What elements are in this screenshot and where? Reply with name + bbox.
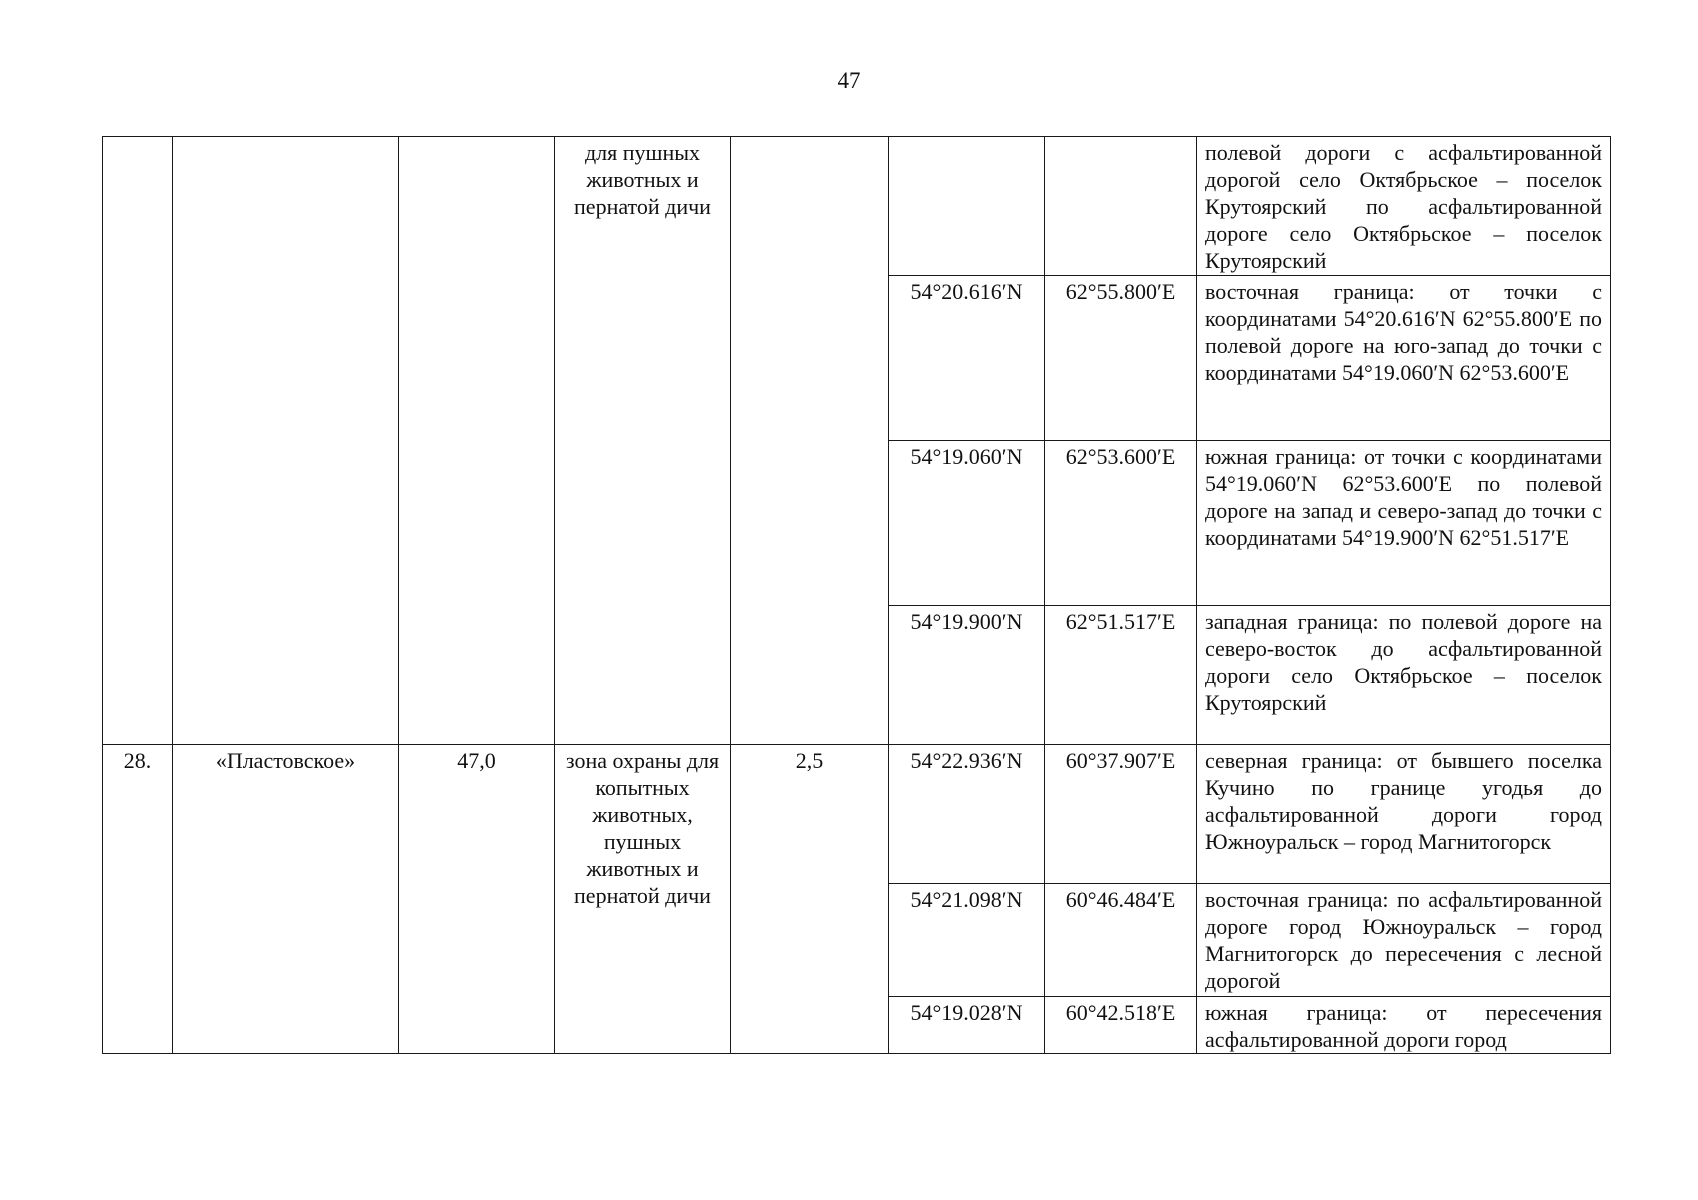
share-cell: 2,5 (731, 745, 889, 1054)
latitude-cell: 54°19.900′N (889, 606, 1045, 745)
longitude-cell: 60°37.907′E (1045, 745, 1197, 884)
longitude-cell: 62°55.800′E (1045, 276, 1197, 441)
boundary-description-cell: полевой дороги с асфальтированной дорогой село Октябрьское – поселок Крутоярский по асфальтированной дороге село Октябрьское – поселок Крутоярский (1197, 137, 1611, 276)
longitude-cell: 60°42.518′E (1045, 997, 1197, 1054)
longitude-cell: 62°51.517′E (1045, 606, 1197, 745)
number-cell (103, 137, 173, 745)
latitude-cell: 54°19.060′N (889, 441, 1045, 606)
boundary-description-cell: южная граница: от пересечения асфальтированной дороги город (1197, 997, 1611, 1054)
protection-zone-cell: зона охраны для копытных животных, пушных животных и пернатой дичи (555, 745, 731, 1054)
boundary-description-cell: восточная граница: по асфальтированной дороге город Южноуральск – город Магнитогорск до пересечения с лесной дорогой (1197, 884, 1611, 997)
latitude-cell: 54°22.936′N (889, 745, 1045, 884)
longitude-cell: 60°46.484′E (1045, 884, 1197, 997)
share-cell (731, 137, 889, 745)
boundary-description-cell: южная граница: от точки с координатами 54°19.060′N 62°53.600′E по полевой дороге на запад и северо-запад до точки с координатами 54°19.900′N 62°51.517′E (1197, 441, 1611, 606)
name-cell: «Пластовское» (173, 745, 399, 1054)
area-cell (399, 137, 555, 745)
name-cell (173, 137, 399, 745)
latitude-cell: 54°21.098′N (889, 884, 1045, 997)
boundary-description-cell: северная граница: от бывшего поселка Кучино по границе угодья до асфальтированной дороги город Южноуральск – город Магнитогорск (1197, 745, 1611, 884)
boundary-description-cell: западная граница: по полевой дороге на северо-восток до асфальтированной дороги село Октябрьское – поселок Крутоярский (1197, 606, 1611, 745)
latitude-cell (889, 137, 1045, 276)
table-row (103, 745, 1611, 884)
boundary-description-cell: восточная граница: от точки с координатами 54°20.616′N 62°55.800′E по полевой дороге на юго-запад до точки с координатами 54°19.060′N 62°53.600′E (1197, 276, 1611, 441)
longitude-cell (1045, 137, 1197, 276)
protection-zone-cell: для пушных животных и пернатой дичи (555, 137, 731, 745)
hunting-grounds-table (102, 136, 1611, 1054)
latitude-cell: 54°20.616′N (889, 276, 1045, 441)
area-cell: 47,0 (399, 745, 555, 1054)
page-number: 47 (837, 68, 861, 93)
number-cell: 28. (103, 745, 173, 1054)
latitude-cell: 54°19.028′N (889, 997, 1045, 1054)
table-row (103, 137, 1611, 276)
longitude-cell: 62°53.600′E (1045, 441, 1197, 606)
